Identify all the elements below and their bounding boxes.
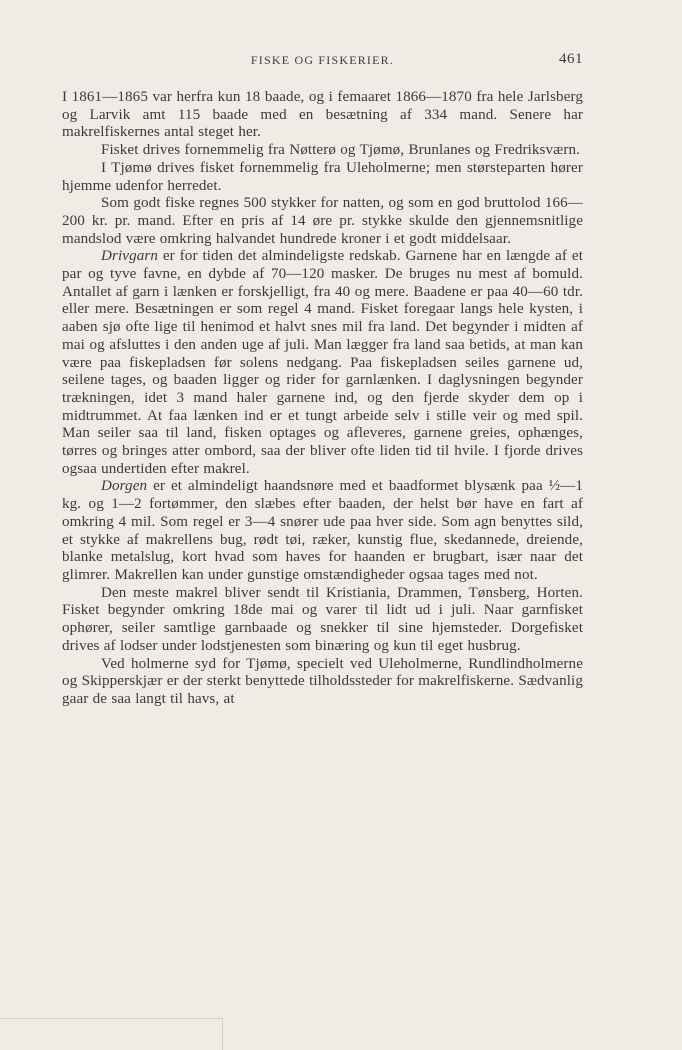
paragraph-text: Som godt fiske regnes 500 stykker for natten, og som en god bruttolod 166—200 kr. pr. mand. Efter en pris af 14 øre pr. stykke skulde den gjennemsnitlige mandslod være omkring halvandet hundrede kroner i et godt middelsaar.: [62, 195, 583, 247]
paragraph: [62, 195, 583, 248]
paragraph-text: Ved holmerne syd for Tjømø, specielt ved Uleholmerne, Rundlindholmerne og Skipperskjær er der sterkt benyttede tilholdssteder for makrelfiskerne. Sædvanlig gaar de saa langt til havs, at: [62, 655, 583, 707]
paragraph: [62, 656, 583, 709]
paragraph-text: I Tjømø drives fisket fornemmelig fra Uleholmerne; men størsteparten hører hjemme udenfor herredet.: [62, 159, 583, 194]
paragraph-drivgarn: [62, 248, 583, 478]
paragraph: [62, 142, 583, 160]
running-head: [62, 53, 583, 73]
paragraph-text: er et almindeligt haandsnøre med et baadformet blysænk paa ½—1 kg. og 1—2 fortømmer, den slæbes efter baaden, der helst bør have en fart af omkring 4 mil. Som regel er 3—4 snører ude paa hver side. Som agn benyttes sild, et stykke af makrellens bug, rødt tøi, ræker, kunstig flue, skedannede, dreiende, blanke metalslug, kort hvad som haves for haanden er brugbart, især naar det glimrer. Makrellen kan under gunstige omstændigheder ogsaa tages med not.: [62, 478, 583, 583]
running-title: FISKE OG FISKERIER.: [250, 53, 395, 67]
paragraph-text: I 1861—1865 var herfra kun 18 baade, og i femaaret 1866—1870 fra hele Jarlsberg og Larvik amt 115 baade med en besætning af 334 mand. Senere har makrelfiskernes antal steget her.: [62, 89, 583, 141]
term-dorgen: Dorgen: [101, 478, 148, 495]
scan-margin-mark: [0, 1018, 223, 1050]
paragraph: [62, 89, 583, 142]
paragraph-text: Den meste makrel bliver sendt til Kristiania, Drammen, Tønsberg, Horten. Fisket begynder omkring 18de mai og varer til lidt ud i juli. Naar garnfisket ophører, seiler samtlige garnbaade og snekker til sine hjemsteder. Dorgefisket drives af lodser under lodstjenesten som binæring og kun til eget husbrug.: [62, 584, 583, 654]
paragraph-dorgen: [62, 478, 583, 584]
body-text: [62, 89, 583, 709]
page-number: 461: [559, 51, 583, 67]
term-drivgarn: Drivgarn: [101, 248, 158, 265]
paragraph: [62, 585, 583, 656]
paragraph: [62, 160, 583, 195]
paragraph-text: Fisket drives fornemmelig fra Nøtterø og Tjømø, Brunlanes og Fredriksværn.: [101, 142, 580, 159]
paragraph-text: er for tiden det almindeligste redskab. Garnene har en længde af et par og tyve favne, en dybde af 70—120 masker. De bruges nu mest af bomuld. Antallet af garn i lænken er forskjelligt, fra 40 og mere. Baadene er paa 40—60 tdr. eller mere. Besætningen er som regel 4 mand. Fisket foregaar langs hele kysten, i aaben sjø ofte lige til henimod et halvt snes mil fra land. Det begynder i midten af mai og afsluttes i den anden uge af juli. Man lægger fra land saa betids, at man kan være paa fiskepladsen før solens nedgang. Paa fiskepladsen seiles garnene ud, seilene tages, og baaden ligger og rider for garnlænken. I daglysningen begynder trækningen, idet 3 mand haler garnene ind, og den fjerde skyder dem op i midtrummet. At faa lænken ind er et tungt arbeide selv i stille veir og med spil. Man seiler saa til land, fisken optages og afleveres, garnene greies, ophænges, tørres og bringes atter ombord, saa der bliver ofte liden tid til hvile. I fjorde drives ogsaa undertiden efter makrel.: [62, 248, 583, 477]
